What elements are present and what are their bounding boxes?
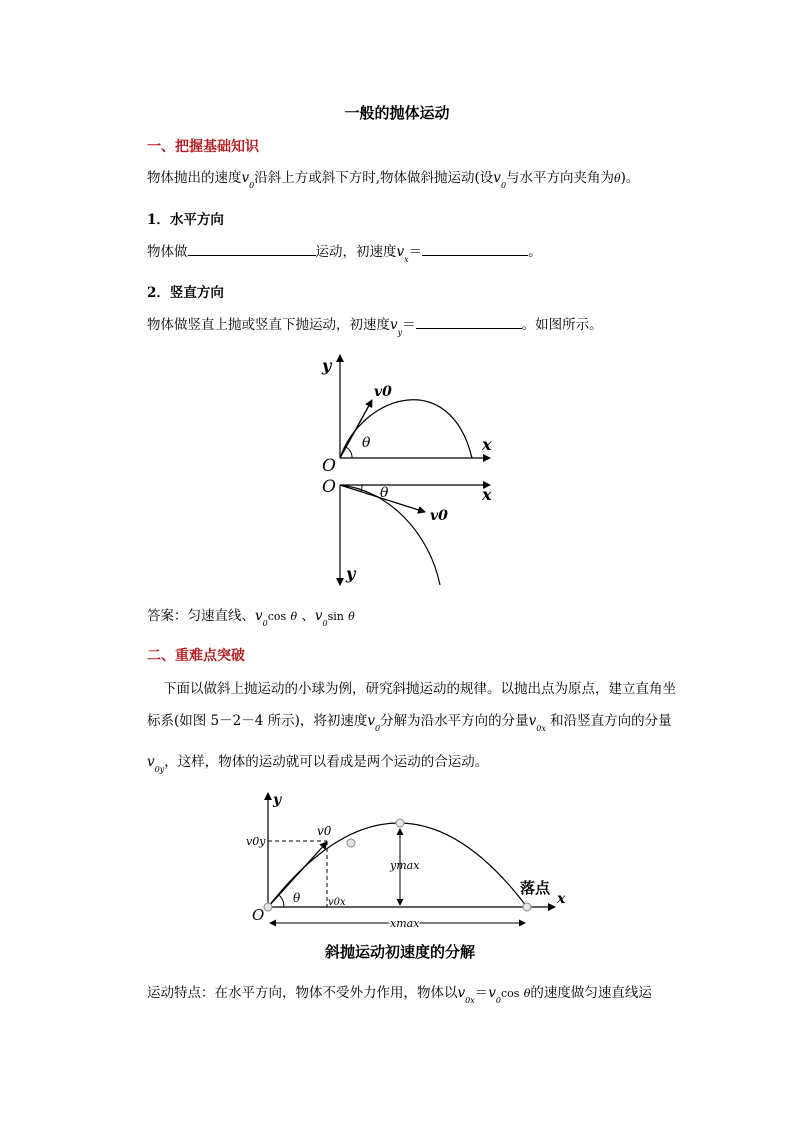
bottom-v0-label: v0 (430, 508, 448, 524)
bottom-x-label: x (482, 485, 492, 504)
blank-vy[interactable] (416, 315, 522, 329)
oblique-projectile-diagram (240, 785, 590, 965)
y-label: y (273, 792, 282, 808)
motion-feature-line: 运动特点：在水平方向，物体不受外力作用，物体以$v_{0x}=v_0\cos$ θ的速度做匀速直线运 (147, 985, 652, 1005)
paragraph-line-1: 下面以做斜上抛运动的小球为例，研究斜抛运动的规律。以抛出点为原点，建立直角坐 (163, 681, 676, 697)
paragraph-line-2: 标系(如图 5－2－4 所示)，将初速度$v_0$分解为沿水平方向的分量$v_{0x}$ 和沿竖直方向的分量 (147, 713, 672, 733)
v0x-label: v0x (328, 897, 346, 908)
landing-label: 落点 (520, 879, 551, 897)
top-theta-label: θ (362, 435, 371, 451)
top-x-label: x (482, 435, 492, 454)
blank-vx[interactable] (422, 242, 528, 256)
v0-label: v0 (317, 824, 332, 838)
origin-label: O (252, 906, 265, 924)
bottom-y-label: y (346, 564, 356, 583)
answer-line: 答案：匀速直线、$v_0\cos$ θ 、$v_0\sin$ θ (147, 608, 355, 628)
subheading-vertical: 2．竖直方向 (147, 285, 224, 301)
top-origin-label: O (322, 456, 336, 476)
projectile-diagram-up-down (300, 345, 510, 590)
bottom-origin-label: O (322, 477, 336, 497)
paragraph-line-3: $v_{0y}$，这样，物体的运动就可以看成是两个运动的合运动。 (147, 754, 489, 774)
ball-landing (523, 903, 531, 911)
top-v0-label: v0 (374, 384, 392, 400)
bottom-theta-arc (361, 485, 362, 492)
vertical-paragraph: 物体做竖直上抛或竖直下抛运动，初速度$v_y=$ 。如图所示。 (147, 317, 603, 337)
theta-label: θ (293, 891, 301, 905)
ymax-label: ymax (390, 859, 420, 872)
ball-rising (347, 839, 355, 847)
v0y-label: v0y (246, 835, 266, 848)
top-theta-arc (346, 447, 352, 458)
section-heading-key-points: 二、重难点突破 (147, 648, 245, 664)
intro-paragraph: 物体抛出的速度$v_0$沿斜上方或斜下方时,物体做斜抛运动(设$v_0$与水平方向夹角为θ)。 (147, 170, 640, 190)
page-title: 一般的抛体运动 (344, 104, 450, 122)
xmax-label: xmax (390, 917, 420, 930)
figure-caption: 斜抛运动初速度的分解 (324, 943, 476, 961)
ball-apex (396, 819, 404, 827)
horizontal-paragraph: 物体做 运动，初速度$v_x=$ 。 (147, 244, 542, 264)
blank-motion-type[interactable] (188, 242, 316, 256)
x-label: x (557, 891, 566, 907)
bottom-theta-label: θ (380, 485, 389, 501)
section-heading-basics: 一、把握基础知识 (147, 139, 259, 155)
top-y-label: y (322, 356, 332, 375)
top-trajectory (340, 400, 472, 458)
subheading-horizontal: 1．水平方向 (147, 212, 224, 228)
ball-start (264, 903, 272, 911)
theta-arc (279, 895, 284, 907)
